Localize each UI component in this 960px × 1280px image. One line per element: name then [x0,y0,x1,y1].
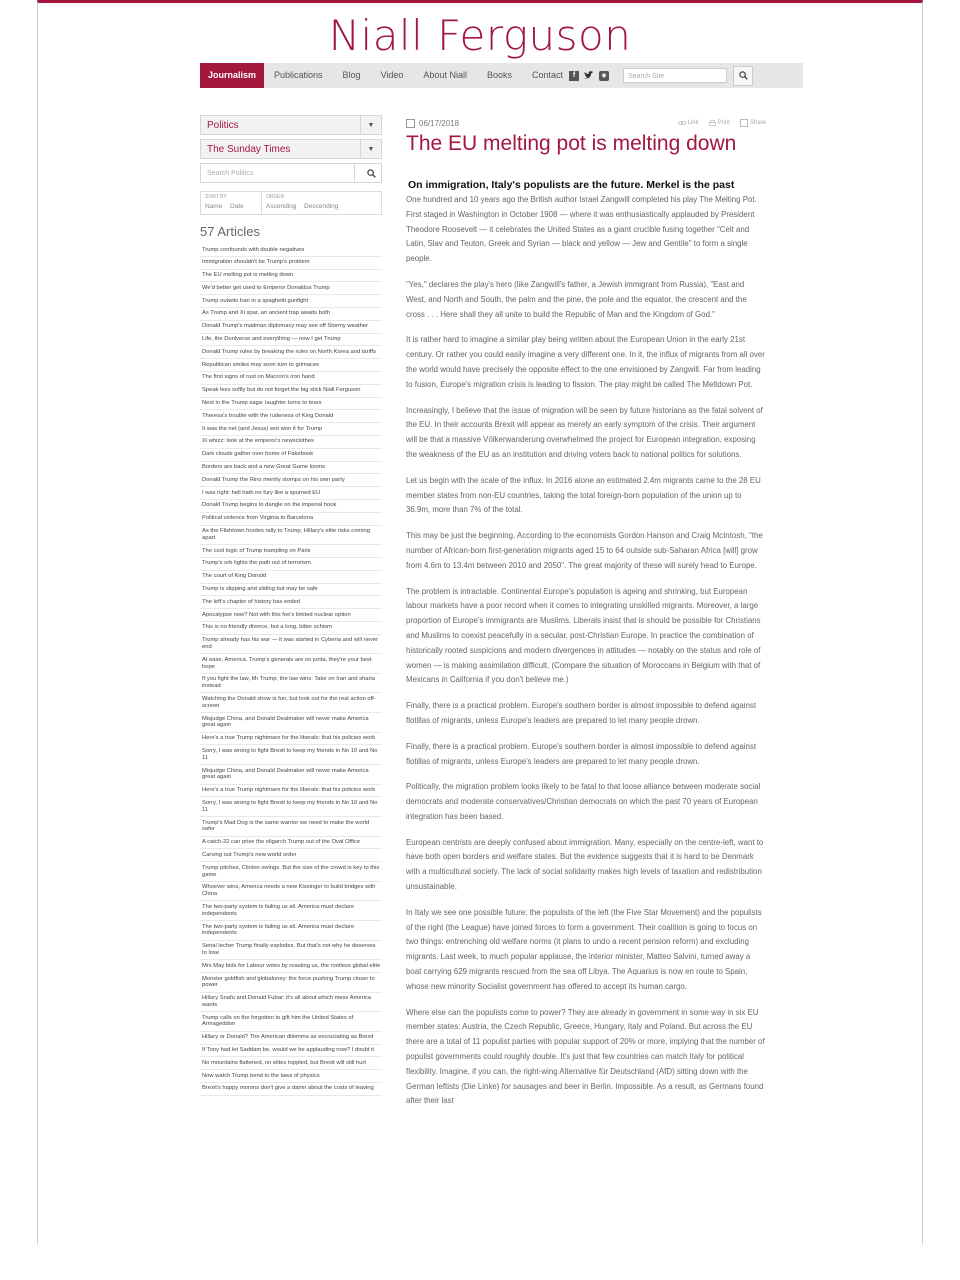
link-label: Link [687,120,699,126]
twitter-icon[interactable] [584,71,594,81]
article-date-text: 06/17/2018 [419,118,460,128]
article-list-item[interactable]: Sorry, I was wrong to fight Brexit to keep my friends in No 10 and No 11 [200,797,382,817]
article-list-item[interactable]: Trump pitches, Clinton swings. But the size of the crowd is key to this game [200,862,382,882]
article-list-item[interactable]: Whoever wins, America needs a new Kissinger to build bridges with China [200,882,382,902]
article-list-item[interactable]: I was right: hell hath no fury like a spurned EU [200,487,382,500]
print-label: Print [717,120,730,126]
politics-search-button[interactable] [354,163,381,183]
article-list-item[interactable]: The two-party system is failing us all. America must declare independents [200,921,382,941]
chevron-down-icon: ▼ [360,139,381,159]
sort-by-date[interactable]: Date [230,203,244,210]
site-search-button[interactable] [733,66,753,86]
article-list-item[interactable]: Hillary Snafu and Donald Fubar: it's all about which mess America wants [200,993,382,1013]
article-list-item[interactable]: Now watch Trump bend to the laws of physics [200,1070,382,1083]
article-list-item[interactable]: The court of King Donald [200,571,382,584]
link-tool[interactable] [678,119,699,127]
article-list-item[interactable]: Speak less softly but do not forget the big stick Niall Ferguson [200,385,382,398]
article-paragraph: Politically, the migration problem looks likely to be fatal to that loose alliance between moderate social democrats and moderate conservatives/Christian democrats on which the past 70 years of European integration has been based. [406,782,761,821]
article-list-item[interactable]: As Trump and Xi spar, an ancient trap awaits both [200,308,382,321]
nav-blog[interactable]: Blog [342,70,361,80]
article-list-item[interactable]: The two-party system is failing us all. America must declare independents [200,901,382,921]
site-search-input[interactable]: Search Site [623,68,727,83]
sort-controls [200,191,382,215]
article-body [406,193,766,1109]
article-paragraph: Finally, there is a practical problem. Europe's southern border is almost impossible to defend against flotillas of migrants, unless Europe's leaders are prepared to let many people drown. [406,741,757,766]
sort-by-label: SORT BY [205,194,227,200]
article-list-item[interactable]: Next in the Trump saga: laughter turns to tears [200,398,382,411]
chevron-down-icon: ▼ [360,115,381,135]
article-paragraph: In Italy we see one possible future: the populists of the left (the Five Star Movement) and the populists of the right (the League) have joined forces to form a government. Their coalition is going to focus on two things: entrenching old welfare norms (it plans to undo a recent pension reform) and excluding migrants. Last week, to much popular applause, the interior minister, Matteo Salvini, turned away a boat carrying 629 migrants rescued from the sea off Libya. The Aquarius is now en route to Spain, whose new minority Socialist government has offered to accept its human cargo. [406,907,762,991]
article-tools [678,119,766,127]
page-frame [37,0,923,1245]
article-paragraph: The problem is intractable. Continental Europe's population is ageing and shrinking, but European labour markets have a poor record when it comes to integrating unskilled migrants. Moreover, a large proportion of Europe's immigrants are Muslims. Liberals insist that is should be possible for Christians and Muslims to coexist peacefully in a secular, post-Christian Europe. In practice the combination of historically rooted suspicions and modern divergences in attitudes — notably on the status and role of women — is making assimilation difficult. (Compare the situation of Moroccans in Belgium with that of Mexicans in California if you don't believe me.) [406,586,761,685]
article-list-item[interactable]: Brexit's happy morons don't give a damn about the costs of leaving [200,1083,382,1096]
calendar-icon [406,119,415,128]
article-list-item[interactable]: Donald Trump begins to dangle on the imperial hook [200,500,382,513]
article-list-item[interactable]: The cool logic of Trump trampling on Paris [200,545,382,558]
article-list-item[interactable]: Donald Trump rules by breaking the rules on North Korea and tariffs [200,346,382,359]
article-list-item[interactable]: Here's a true Trump nightmare for the liberals: that his policies work [200,785,382,798]
facebook-icon[interactable]: f [569,71,579,81]
article-paragraph: Where else can the populists come to power? They are already in government in some way in six EU member states: Austria, the Czech Republic, Greece, Hungary, Italy and Poland. But across the EU there are a total of 11 populist parties with popular support of 20% or more, implying that the number of populist governments could roughly double. It's just that few countries can match Italy for political flexibility. Imagine, if you can, the right-wing Alternative für Deutschland (AfD) sitting down with the German leftists (Die Linke) for sausages and beer in Berlin. Impossible. As a result, as Germans found after their last [406,1007,765,1106]
article-list-item[interactable]: Trump outwits Iran in a spaghetti gunfight [200,295,382,308]
politics-search-placeholder: Search Politics [207,169,254,177]
article-list-item[interactable]: Watching the Donald show is fun, but look out for the real action off-screen [200,693,382,713]
article-meta [406,117,766,129]
article-list-item[interactable]: Republican smiles may soon turn to grimaces [200,359,382,372]
search-icon [367,169,376,178]
print-icon [709,120,716,127]
article-paragraph: Let us begin with the scale of the influx. In 2016 alone an estimated 2.4m migrants came to the 28 EU member states from non-EU countries, taking the total foreign-born population of the union up to 36.9m, more than 7% of the total. [406,475,761,515]
article [406,117,766,1120]
nav-journalism[interactable]: Journalism [200,63,264,88]
article-list [200,244,382,1096]
link-icon [678,120,686,126]
nav-about[interactable]: About Niall [423,70,467,80]
article-list-item[interactable]: Misjudge China, and Donald Dealmaker will never make America great again [200,765,382,785]
publication-select-value: The Sunday Times [207,143,291,155]
site-title[interactable]: Niall Ferguson [328,11,632,60]
main-nav [200,63,803,88]
article-list-item[interactable]: Trump's Mad Dog is the same warrior we need to make the world safer [200,817,382,837]
article-list-item[interactable]: No mountains flattened, no elites toppled, but Brexit will still hurt [200,1057,382,1070]
article-list-item[interactable]: The first signs of rust on Macron's iron hand [200,372,382,385]
article-list-item[interactable]: Carving out Trump's new world order [200,849,382,862]
article-title: The EU melting pot is melting down [406,132,737,155]
article-list-item[interactable]: If Tony had let Saddam be, would we be applauding now? I doubt it [200,1045,382,1058]
article-paragraph: "Yes," declares the play's hero (like Zangwill's father, a Jewish immigrant from Russia), "East and West, and North and South, the palm and the pine, the pole and the equator, the crescent and the cross . . . Here shall they all unite to build the Republic of Man and the Kingdom of God." [406,279,747,319]
article-list-item[interactable]: Trump calls on the forgotten to gift him the United States of Armageddon [200,1012,382,1032]
category-select-value: Politics [207,119,239,131]
rss-icon[interactable]: ◉ [599,71,609,81]
article-list-item[interactable]: Monster goldfish and globaloney: the force pushing Trump closer to power [200,973,382,993]
social-icons [569,71,609,81]
order-descending[interactable]: Descending [304,203,339,210]
article-list-item[interactable]: Sorry, I was wrong to fight Brexit to keep my friends in No 10 and No 11 [200,745,382,765]
article-list-item[interactable]: As the Flishtown hordes rally to Trump, Hillary's elite risks coming apart [200,526,382,546]
article-list-item[interactable]: Trump confounds with double negatives [200,244,382,257]
article-list-item[interactable]: Political violence from Virginia to Barcelona [200,513,382,526]
share-tool[interactable] [740,119,766,127]
nav-contact[interactable]: Contact [531,70,563,80]
article-paragraph: This may be just the beginning. According to the economists Gordon Hanson and Craig McIntosh, "the number of African-born first-generation migrants aged 15 to 64 outside sub-Saharan Africa [will] grow from 4.6m to 13.4m between 2010 and 2050". The great majority of these will surely head to Europe. [406,531,763,570]
article-list-item[interactable]: Apocalypse now? Not with this foe's limited nuclear option [200,609,382,622]
article-subtitle: On immigration, Italy's populists are the future. Merkel is the past [408,179,735,191]
nav-video[interactable]: Video [380,70,404,80]
article-list-item[interactable]: Mrs May bids for Labour votes by roasting us, the rootless global elite [200,960,382,973]
article-list-item[interactable]: It was the net (and Jesus) wot won it for Trump [200,423,382,436]
article-date [406,119,459,128]
article-list-item[interactable]: Borders are back and a new Great Game looms [200,462,382,475]
share-icon [740,119,748,127]
article-list-item[interactable]: Immigration shouldn't be Trump's problem [200,257,382,270]
sort-by-name[interactable]: Name [205,203,223,210]
share-label: Share [749,120,766,126]
article-list-item[interactable]: If you fight the law, Mr Trump, the law wins. Take on Iran and sharia instead [200,674,382,694]
article-list-item[interactable]: Donald Trump the Rino merrily stomps on his own party [200,474,382,487]
article-paragraph: European centrists are deeply confused about immigration. Many, especially on the centre-left, want to have both open borders and welfare states. But the evidence suggests that it is hard to be Denmark with a multicultural society. The lack of social solidarity makes high levels of taxation and redistribution unsustainable. [406,837,764,892]
article-list-item[interactable]: Theresa's trouble with the rudeness of King Donald [200,410,382,423]
article-list-item[interactable]: Misjudge China, and Donald Dealmaker will never make America great again [200,713,382,733]
article-list-item[interactable]: Trump's orb lights the path out of terrorism [200,558,382,571]
category-select[interactable] [200,115,382,135]
publication-select[interactable] [200,139,382,159]
article-list-item[interactable]: Xi whizz: look at the emperor's newsclothes [200,436,382,449]
article-list-item[interactable]: A catch-22 can prise the oligarch Trump out of the Oval Office [200,837,382,850]
article-list-item[interactable]: This is no friendly divorce, but a long, bitter schism [200,622,382,635]
article-list-item[interactable]: Here's a true Trump nightmare for the liberals: that his policies work [200,733,382,746]
politics-search-input[interactable] [200,163,382,183]
nav-publications[interactable]: Publications [274,70,323,80]
article-list-item[interactable]: Trump already has his war — it was started in Cyberia and will never end [200,635,382,655]
nav-books[interactable]: Books [486,70,512,80]
sidebar [200,115,382,1096]
article-paragraph: It is rather hard to imagine a similar play being written about the European Union in the early 21st century. Or rather you could easily imagine a very different one. In it, the influx of migrants from all over the world would have precisely the opposite effect to the one envisioned by Zangwill. Far from leading to fusion, Europe's migration crisis is leading to fission. The play might be called The Meltdown Pot. [406,335,765,389]
article-list-item[interactable]: The left's chapter of history has ended [200,596,382,609]
article-list-item[interactable]: Trump is slipping and sliding but may be safe [200,584,382,597]
article-list-item[interactable]: We'd better get used to Emperor Donaldus Trump [200,282,382,295]
order-label: ORDER [266,194,285,200]
article-count: 57 Articles [200,224,260,239]
article-paragraph: Increasingly, I believe that the issue of migration will be seen by future historians as the fatal solvent of the EU. In their accounts Brexit will appear as merely an early symptom of the crisis. Their argument will be that a massive Völkerwanderung overwhelmed the project for European integration, exposing the weakness of the EU as an institution and driving voters back to national politics for solutions. [406,405,763,459]
article-list-item[interactable]: Serial lecher Trump finally explodes. But that's not why he deserves to lose [200,941,382,961]
order-ascending[interactable]: Ascending [266,203,297,210]
article-list-item[interactable]: At ease, America. Trump's generals are no junta, they're your best hope [200,654,382,674]
search-icon [739,71,748,80]
article-paragraph: Finally, there is a practical problem. Europe's southern border is almost impossible to defend against flotillas of migrants, unless Europe's leaders are prepared to let many people drown. [406,701,757,725]
article-list-item[interactable]: Dark clouds gather over home of Fakebook [200,449,382,462]
article-list-item[interactable]: Life, the Donlverse and everything — now I get Trump [200,334,382,347]
article-list-item[interactable]: Hillary or Donald? The American dilemma as excruciating as Brexit [200,1032,382,1045]
article-list-item[interactable]: The EU melting pot is melting down [200,270,382,283]
article-list-item[interactable]: Donald Trump's madman diplomacy may see off Stormy weather [200,321,382,334]
article-paragraph: One hundred and 10 years ago the British author Israel Zangwill completed his play The Melting Pot. First staged in Washington in October 1908 — where it was enthusiastically applauded by President Theodore Roosevelt — it celebrates the United States as a giant crucible fusing together "Celt and Latin, Slav and Teuton, Greek and Syrian — black and yellow — Jew and Gentile" to form a single people. [406,195,757,264]
print-tool[interactable] [709,119,730,127]
